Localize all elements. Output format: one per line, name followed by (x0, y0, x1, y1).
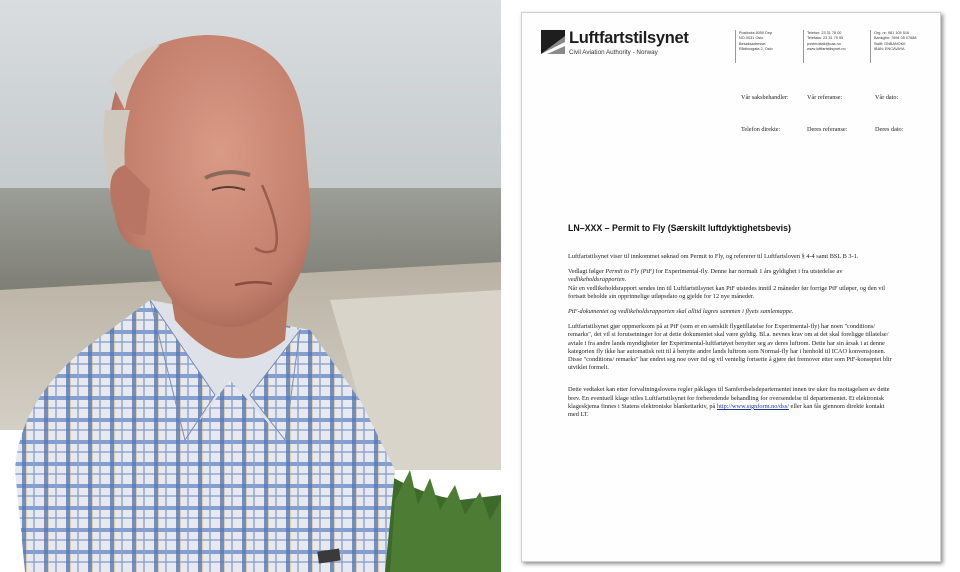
paragraph-intro: Luftfartstilsynet viser til innkommet søknad om Permit to Fly, og refererer til Luftfartsloven § 4-4 samt BSL B 3-1. (568, 253, 859, 260)
signform-link[interactable]: http://www.signform.no/dss/ (716, 402, 789, 410)
label-deres-referanse: Deres referanse: (807, 126, 848, 133)
paragraph-permit (568, 268, 894, 284)
paragraph-storage (568, 308, 894, 316)
text-run: Vedlagt følger (568, 268, 606, 276)
header-divider (735, 30, 736, 63)
letter-body (568, 253, 894, 426)
header-line: IBAN: ENCAVAYA (874, 47, 905, 52)
header-line: Rådhusgata 2, Oslo (739, 47, 773, 52)
header-line: Telefaks: 23 31 79 95 (807, 36, 844, 41)
text-emphasis: Permit to Fly (PtF) (605, 268, 655, 276)
label-deres-dato: Deres dato: (875, 126, 904, 133)
header-line: Swift: DNBANOKK (874, 41, 906, 46)
header-address-column (739, 31, 773, 53)
caa-logo-icon (541, 30, 565, 54)
text-run: for Experimental-fly. Denne har normalt 1 års gyldighet i fra utstedelse av (654, 268, 843, 276)
paragraph-conditions: Luftfartstilsynet gjør oppmerksom på at PtF (som er en særskilt flygetillatelse for Experimental-fly) har noen "conditions/ remarks", det vil si forutsetninger for at dette dokumentet skal være gyldig. Bl.a. nevnes krav om at det skal foreligge tillatelse/ avtale i fra andre lands myndigheter før Experimental-luftfartøyet benytter seg av deres luftrom. Dette har sin årsak i at denne kategorien fly ikke har automatisk rett til å benytte andre lands luftrom som Normal-fly har i henhold til ICAO konvensjonen. Disse "conditions/ remarks" har endret seg noe over tid og vil ventelig fortsette å gjøre det fremover etter som PtF-konseptet blir utviklet formelt. (568, 323, 892, 372)
header-line: www.luftfartstilsynet.no (807, 47, 846, 52)
paragraph-renewal: Når en vedlikeholdsrapport sendes inn til Luftfartstilsynet kan PtF utstedes inntil 2 måneder før forrige PtF utløper, og den vil fortsatt beholde sin opprinnelige utløpsdato og gjelde for 12 nye måneder. (568, 284, 885, 300)
header-divider (803, 30, 804, 63)
header-line: Besøksadresse: (739, 41, 767, 46)
header-contact-column (807, 31, 846, 53)
text-emphasis: PtF-dokumentet og vedlikeholdsrapporten skal alltid lagres sammen i flyets samlemappe. (568, 308, 794, 316)
header-line: Org. nr: 981 105 516 (874, 31, 910, 35)
paragraph-appeal (568, 386, 894, 419)
org-name: Luftfartstilsynet (569, 29, 689, 47)
text-run: Dette vedtaket kan etter forvaltningslovens regler påklages til Samferdselsdepartementet innen tre uker fra mottagelsen av dette brev. En eventuell klage stiles Luftfartstilsynet for forberedende behandling for oversendelse til departementet. Et elektronisk klageskjema finnes i Statens elektroniske blankettarkiv, på (568, 386, 890, 410)
letter-title: LN–XXX – Permit to Fly (Særskilt luftdyktighetsbevis) (568, 223, 791, 233)
header-line: NO-0031 Oslo (739, 36, 764, 41)
label-var-dato: Vår dato: (875, 94, 899, 101)
letter-document (521, 12, 941, 562)
label-telefon-direkte: Telefon direkte: (741, 126, 781, 133)
header-line: Postboks 8050 Dep (739, 31, 773, 35)
header-divider (870, 30, 871, 63)
header-line: postmottak@caa.no (807, 41, 841, 46)
text-run: eller kan fås gjennom direkte kontakt med LT. (568, 402, 885, 419)
label-var-referanse: Vår referanse: (807, 94, 843, 101)
org-subtitle: Civil Aviation Authority - Norway (569, 49, 658, 56)
header-line: Telefon: 23 31 78 00 (807, 31, 842, 35)
letterhead-logo (541, 30, 689, 56)
header-line: Bankgiro: 7694 05 07688 (874, 36, 917, 41)
text-emphasis: vedlikeholdsrapporten (568, 276, 625, 284)
text-run: . (624, 276, 627, 284)
header-bank-column (874, 31, 916, 53)
label-saksbehandler: Vår saksbehandler: (741, 94, 789, 101)
